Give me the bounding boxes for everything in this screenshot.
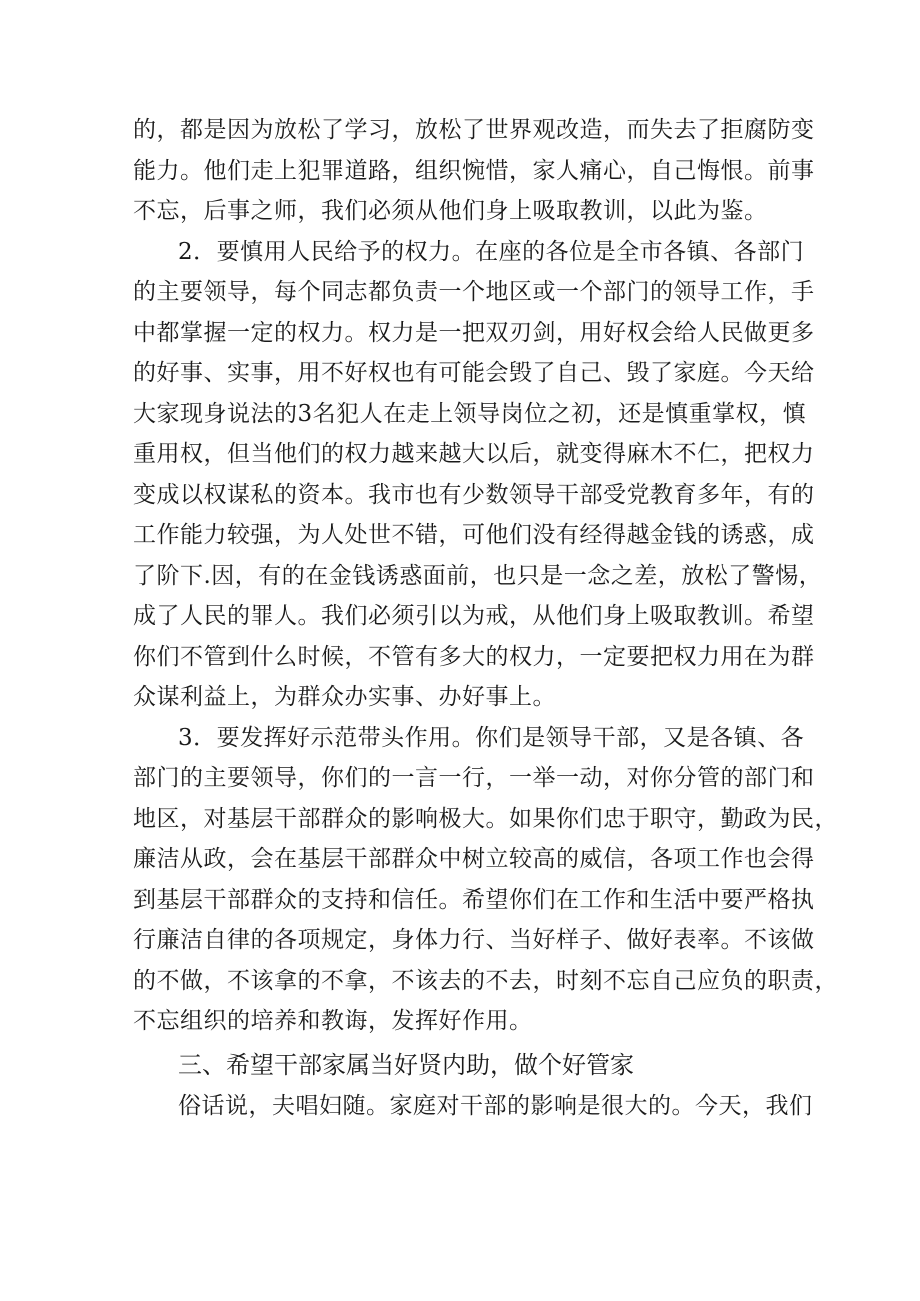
text-line: 的，都是因为放松了学习，放松了世界观改造，而失去了拒腐防变 xyxy=(133,117,815,143)
text-line: 的不做，不该拿的不拿，不该去的不去，时刻不忘自己应负的职责， xyxy=(133,968,838,994)
text-line: 工作能力较强，为人处世不错，可他们没有经得越金钱的诱惑，成 xyxy=(133,522,815,548)
text-line: 你们不管到什么时候，不管有多大的权力，一定要把权力用在为群 xyxy=(133,644,815,670)
text-line: 众谋利益上，为群众办实事、办好事上。 xyxy=(133,684,556,710)
text-line: 到基层干部群众的支持和信任。希望你们在工作和生活中要严格执 xyxy=(133,887,815,913)
text-line: 2．要慎用人民给予的权力。在座的各位是全市各镇、各部门 xyxy=(178,239,805,265)
text-line: 了阶下.因，有的在金钱诱惑面前，也只是一念之差，放松了警惕， xyxy=(133,563,823,589)
text-line: 大家现身说法的3名犯人在走上领导岗位之初，还是慎重掌权，慎 xyxy=(133,401,807,427)
text-line: 中都掌握一定的权力。权力是一把双刃剑，用好权会给人民做更多 xyxy=(133,320,815,346)
text-line: 的好事、实事，用不好权也有可能会毁了自己、毁了家庭。今天给 xyxy=(133,360,815,386)
text-line: 行廉洁自律的各项规定，身体力行、当好样子、做好表率。不该做 xyxy=(133,927,815,953)
text-line: 俗话说，夫唱妇随。家庭对干部的影响是很大的。今天，我们 xyxy=(178,1093,813,1119)
text-line: 变成以权谋私的资本。我市也有少数领导干部受党教育多年，有的 xyxy=(133,482,815,508)
text-line: 部门的主要领导，你们的一言一行，一举一动，对你分管的部门和 xyxy=(133,765,815,791)
text-line: 重用权，但当他们的权力越来越大以后，就变得麻木不仁，把权力 xyxy=(133,441,815,467)
text-line: 地区，对基层干部群众的影响极大。如果你们忠于职守，勤政为民， xyxy=(133,806,838,832)
text-line: 不忘组织的培养和教诲，发挥好作用。 xyxy=(133,1008,533,1034)
section-heading: 三、希望干部家属当好贤内助，做个好管家 xyxy=(178,1051,634,1079)
text-line: 的主要领导，每个同志都负责一个地区或一个部门的领导工作，手 xyxy=(133,279,815,305)
text-line: 不忘，后事之师，我们必须从他们身上吸取教训，以此为鉴。 xyxy=(133,198,768,224)
text-line: 能力。他们走上犯罪道路，组织惋惜，家人痛心，自己悔恨。前事 xyxy=(133,158,815,184)
text-line: 3．要发挥好示范带头作用。你们是领导干部，又是各镇、各 xyxy=(178,725,805,751)
text-line: 成了人民的罪人。我们必须引以为戒，从他们身上吸取教训。希望 xyxy=(133,603,815,629)
text-line: 廉洁从政，会在基层干部群众中树立较高的威信，各项工作也会得 xyxy=(133,846,815,872)
